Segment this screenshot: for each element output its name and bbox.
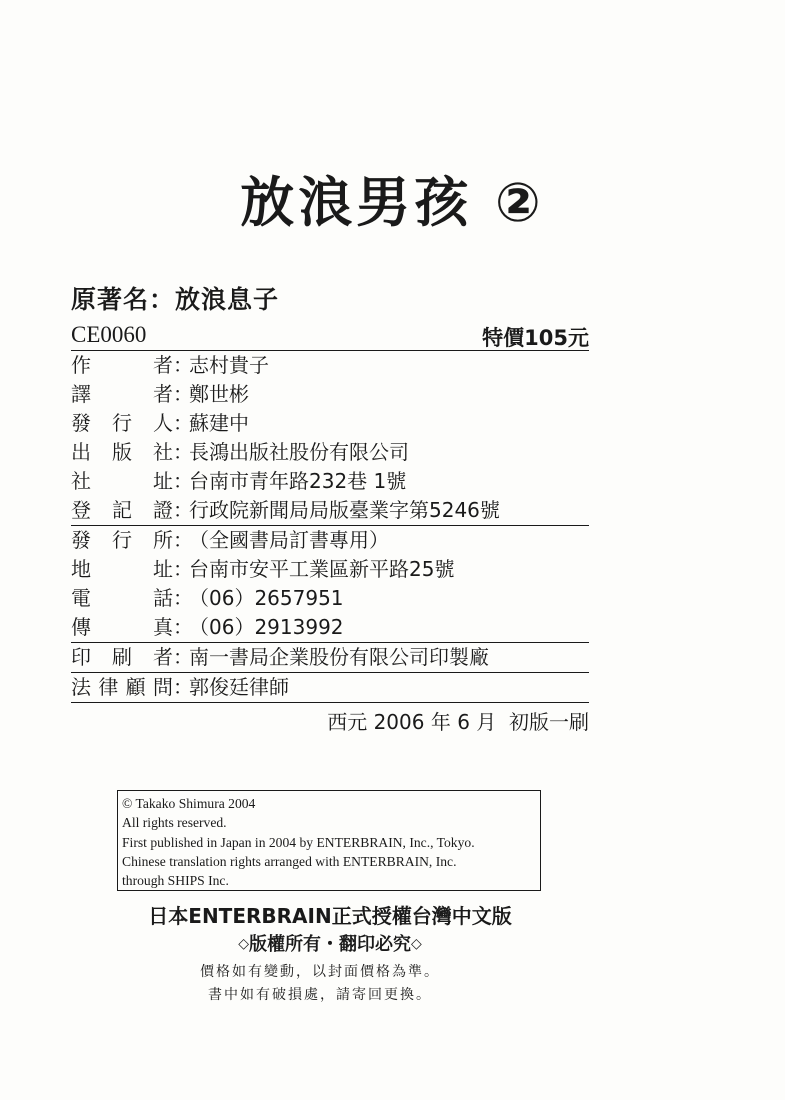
credit-label: 法 律 顧 問 (71, 675, 173, 699)
credit-row (71, 673, 589, 703)
credit-value: （06）2657951 (189, 586, 344, 610)
credit-value: 蘇建中 (189, 411, 249, 435)
credit-row (71, 643, 589, 673)
copyright-line: Chinese translation rights arranged with ENTERBRAIN, Inc. (122, 853, 457, 869)
credit-label: 電 話 (71, 586, 173, 610)
book-title: 放浪男孩 ② (240, 171, 545, 234)
credit-row (71, 438, 589, 467)
credit-colon: ： (173, 675, 193, 699)
credit-label: 地 址 (71, 557, 173, 581)
credit-colon: ： (173, 586, 193, 610)
special-price: 特價105元 (482, 326, 589, 350)
credit-row (71, 467, 589, 496)
copyright-line: through SHIPS Inc. (122, 873, 229, 889)
rights-notice (0, 930, 660, 956)
credit-row (71, 380, 589, 409)
credit-label: 譯 者 (71, 382, 173, 406)
code-price-line (71, 320, 589, 351)
credit-row (71, 351, 589, 380)
copyright-box (117, 790, 541, 891)
copyright-line: All rights reserved. (122, 815, 227, 831)
credit-value: 長鴻出版社股份有限公司 (189, 440, 409, 464)
credit-colon: ： (173, 498, 193, 522)
diamond-left-icon: ◇ (238, 936, 249, 952)
credit-label: 社 址 (71, 469, 173, 493)
copyright-line: First published in Japan in 2004 by ENTERBRAIN, Inc., Tokyo. (122, 834, 475, 850)
credit-value: 鄭世彬 (189, 382, 249, 406)
diamond-right-icon: ◇ (411, 936, 422, 952)
credit-row (71, 496, 589, 526)
copyright-line: © Takako Shimura 2004 (122, 796, 256, 811)
credit-colon: ： (173, 440, 193, 464)
credit-colon: ： (173, 382, 193, 406)
credit-colon: ： (173, 353, 193, 377)
rights-text: 版權所有・翻印必究 (249, 934, 411, 955)
credit-label: 發 行 所 (71, 528, 173, 552)
credit-colon: ： (173, 615, 193, 639)
credit-row (71, 526, 589, 555)
credit-value: 行政院新聞局局版臺業字第5246號 (189, 498, 500, 522)
book-code: CE0060 (71, 322, 147, 347)
damage-note: 書中如有破損處，請寄回更換。 (208, 987, 432, 1003)
credit-colon: ： (173, 411, 193, 435)
credit-label: 出 版 社 (71, 440, 173, 464)
original-title: 原著名：放浪息子 (71, 285, 280, 314)
edition-date: 西元 2006 年 6 月 初版一刷 (327, 710, 589, 734)
credits-list (71, 351, 589, 703)
credit-row (71, 613, 589, 643)
credit-row (71, 409, 589, 438)
credit-colon: ： (173, 528, 193, 552)
credit-label: 印 刷 者 (71, 645, 173, 669)
credit-value: 台南市安平工業區新平路25號 (189, 557, 455, 581)
credit-value: 台南市青年路232巷 1號 (189, 469, 407, 493)
credit-value: （06）2913992 (189, 615, 344, 639)
credit-colon: ： (173, 645, 193, 669)
credit-label: 登 記 證 (71, 498, 173, 522)
credit-colon: ： (173, 557, 193, 581)
credit-value: （全國書局訂書專用） (189, 528, 389, 552)
credit-row (71, 555, 589, 584)
credit-value: 志村貴子 (189, 353, 269, 377)
credit-row (71, 584, 589, 613)
credit-label: 發 行 人 (71, 411, 173, 435)
credit-label: 作 者 (71, 353, 173, 377)
credit-value: 郭俊廷律師 (189, 675, 289, 699)
authorization-statement: 日本ENTERBRAIN正式授權台灣中文版 (148, 904, 512, 928)
credit-value: 南一書局企業股份有限公司印製廠 (189, 645, 489, 669)
credit-label: 傳 真 (71, 615, 173, 639)
credit-colon: ： (173, 469, 193, 493)
price-note: 價格如有變動，以封面價格為準。 (200, 964, 440, 980)
